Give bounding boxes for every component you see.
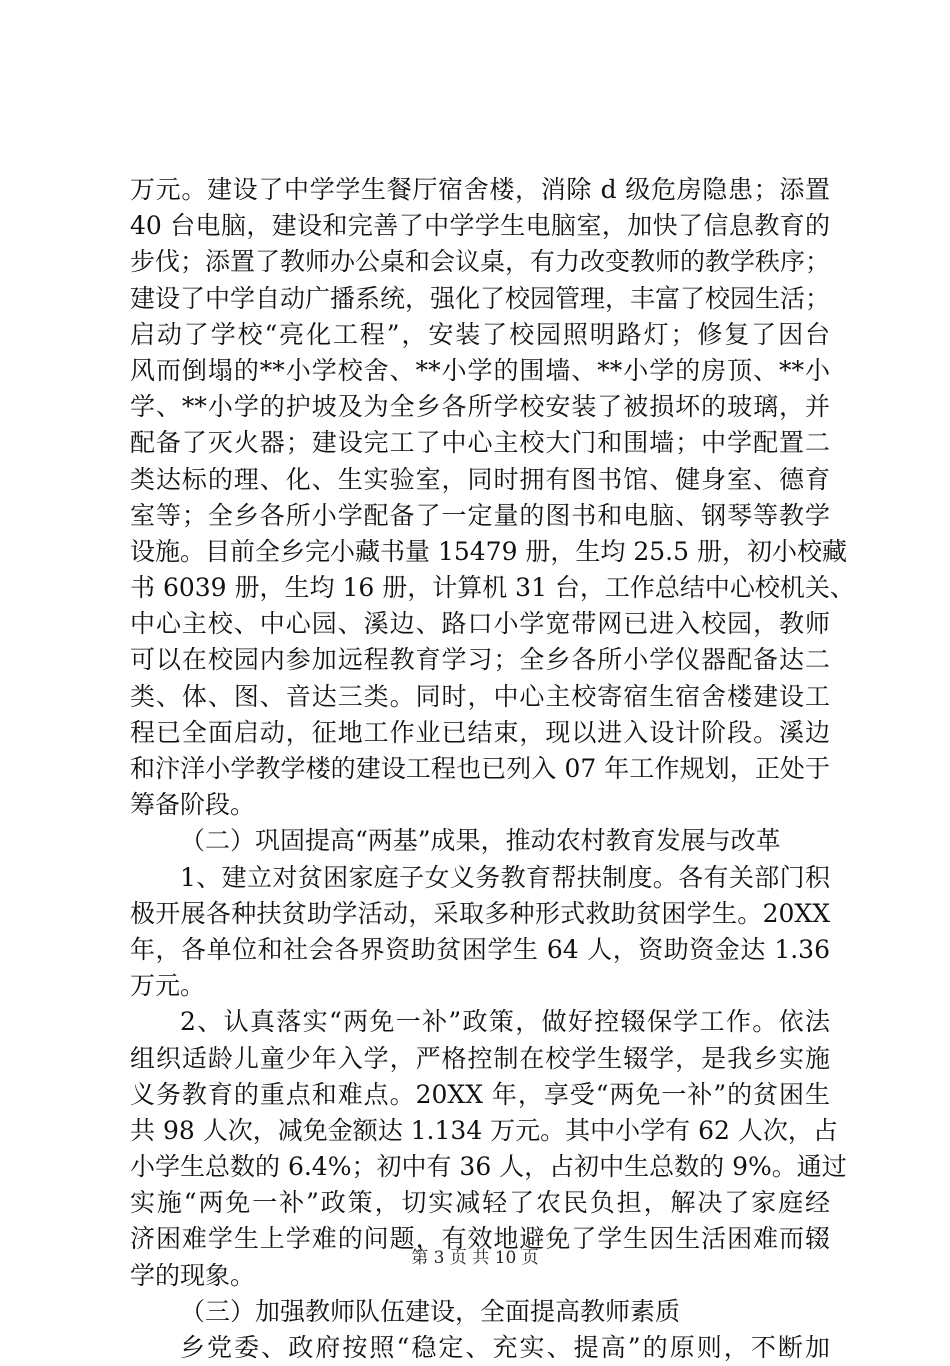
text-line: 济困难学生上学难的问题，有效地避免了学生因生活困难而辍 [130,1224,830,1254]
text-line: 步伐；添置了教师办公桌和会议桌，有力改变教师的教学秩序； [130,247,831,277]
paragraph-first-line: 乡党委、政府按照“稳定、充实、提高”的原则，不断加 [180,1333,830,1362]
text-line: 共 98 人次，减免金额达 1.134 万元。其中小学有 62 人次，占 [130,1115,838,1145]
text-line: 类达标的理、化、生实验室，同时拥有图书馆、健身室、德育 [130,464,830,494]
text-line: 建设了中学自动广播系统，强化了校园管理，丰富了校园生活； [130,283,831,313]
text-line: 室等；全乡各所小学配备了一定量的图书和电脑、钢琴等教学 [130,500,830,530]
text-line: 年，各单位和社会各界资助贫困学生 64 人，资助资金达 1.36 [130,934,830,964]
section-heading: （二）巩固提高“两基”成果，推动农村教育发展与改革 [180,826,781,856]
text-line: 程已全面启动，征地工作业已结束，现以进入设计阶段。溪边 [130,717,830,747]
text-line: 40 台电脑，建设和完善了中学学生电脑室，加快了信息教育的 [130,211,830,241]
text-line: 和汴洋小学教学楼的建设工程也已列入 07 年工作规划，正处于 [130,754,830,783]
text-line: 书 6039 册，生均 16 册，计算机 31 台，工作总结中心校机关、 [130,573,855,603]
paragraph-first-line: 2、认真落实“两免一补”政策，做好控辍保学工作。依法 [180,1007,830,1037]
text-line: 小学生总数的 6.4%；初中有 36 人，占初中生总数的 9%。通过 [130,1152,847,1182]
text-line: 筹备阶段。 [130,790,256,820]
text-line: 万元。 [130,971,206,1001]
paragraph-first-line: 1、建立对贫困家庭子女义务教育帮扶制度。各有关部门积 [180,862,830,892]
page-number-footer: 第 3 页 共 10 页 [411,1248,539,1268]
text-line: 风而倒塌的**小学校舍、**小学的围墙、**小学的房顶、**小 [130,355,830,385]
text-line: 学、**小学的护坡及为全乡各所学校安装了被损坏的玻璃，并 [130,392,830,422]
text-line: 类、体、图、音达三类。同时，中心主校寄宿生宿舍楼建设工 [130,681,830,711]
section-heading: （三）加强教师队伍建设，全面提高教师素质 [180,1296,681,1326]
text-line: 设施。目前全乡完小藏书量 15479 册，生均 25.5 册，初小校藏 [130,536,847,566]
text-line: 义务教育的重点和难点。20XX 年，享受“两免一补”的贫困生 [130,1079,830,1109]
body-text [130,172,855,1366]
text-line: 可以在校园内参加远程教育学习；全乡各所小学仪器配备达二 [130,645,830,675]
text-line: 学的现象。 [130,1260,256,1290]
text-line: 组织适龄儿童少年入学，严格控制在校学生辍学，是我乡实施 [130,1043,830,1073]
text-line: 实施“两免一补”政策，切实减轻了农民负担，解决了家庭经 [130,1188,830,1218]
text-line: 万元。建设了中学学生餐厅宿舍楼，消除 d 级危房隐患；添置 [130,175,830,204]
text-line: 极开展各种扶贫助学活动，采取多种形式救助贫困学生。20XX [130,898,830,928]
text-line: 启动了学校“亮化工程”，安装了校园照明路灯；修复了因台 [130,319,830,349]
text-line: 中心主校、中心园、溪边、路口小学宽带网已进入校园，教师 [130,609,830,639]
text-line: 配备了灭火器；建设完工了中心主校大门和围墙；中学配置二 [130,428,830,458]
